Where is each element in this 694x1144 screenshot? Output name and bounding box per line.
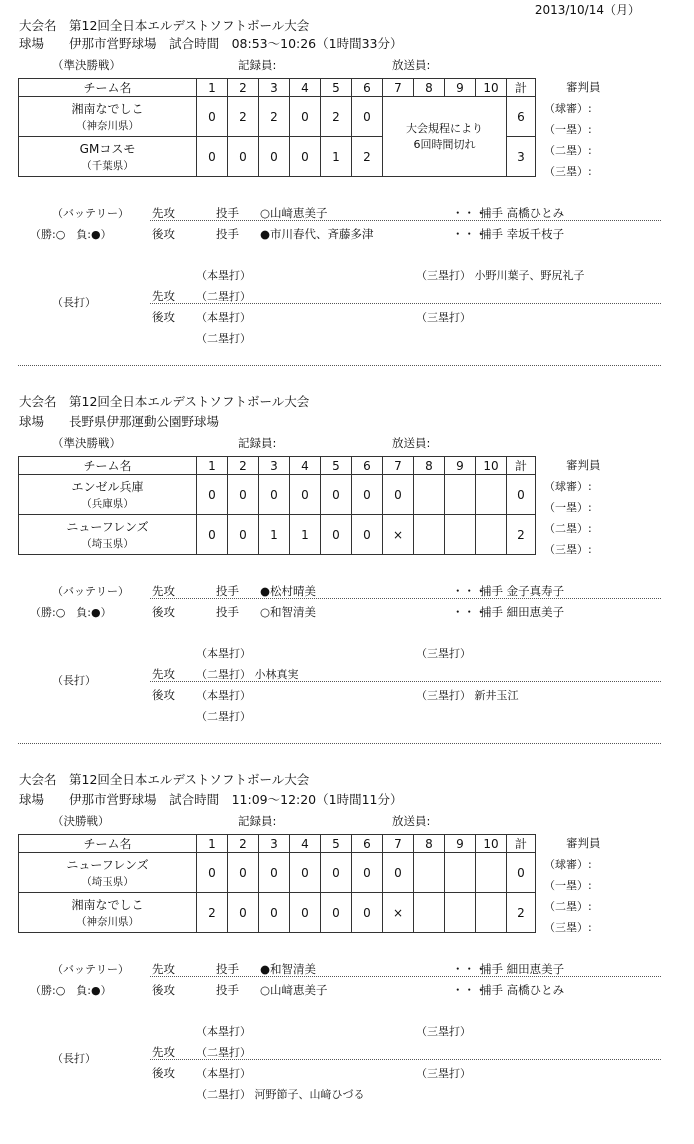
tournament-line <box>19 20 309 33</box>
dotted-underline <box>150 1059 661 1060</box>
inning-score: 2 <box>352 137 383 177</box>
announcer-label: 放送員: <box>392 58 431 72</box>
inning-score: 0 <box>321 515 352 555</box>
first-double-line <box>196 291 251 302</box>
venue-label: 球場 <box>19 414 45 429</box>
pitcher-label: 投手 <box>216 227 239 241</box>
inning-header: 5 <box>321 457 352 475</box>
inning-score: 0 <box>197 137 228 177</box>
team-name: エンゼル兵庫 <box>71 479 144 494</box>
second-triple-line <box>416 1068 471 1079</box>
inning-score: 0 <box>383 853 414 893</box>
inning-score: 2 <box>321 97 352 137</box>
second-pitcher: ●市川春代、斉藤多津 <box>260 227 374 241</box>
inning-score: 0 <box>228 137 259 177</box>
second-attack-label: 後攻 <box>152 310 175 324</box>
inning-score <box>476 515 507 555</box>
first-attack-label: 先攻 <box>152 667 175 681</box>
inning-header: 8 <box>414 457 445 475</box>
team-cell <box>19 853 197 893</box>
tournament-line <box>19 396 309 409</box>
inning-header: 10 <box>476 835 507 853</box>
inning-header: 2 <box>228 457 259 475</box>
inning-score <box>414 853 445 893</box>
inning-header: 5 <box>321 79 352 97</box>
tournament-label: 大会名 <box>19 394 57 409</box>
inning-score: 0 <box>290 97 321 137</box>
long-hits-label: （長打） <box>52 1052 96 1065</box>
umpire-2b-label: （二塁）: <box>544 144 592 157</box>
first-double-line <box>196 1047 251 1058</box>
team-header: チーム名 <box>19 79 197 97</box>
second-hr-line <box>196 312 251 323</box>
dots: ・・・ <box>452 983 487 997</box>
battery-label: （バッテリー） <box>52 963 129 976</box>
inning-header: 3 <box>259 457 290 475</box>
inning-header: 6 <box>352 457 383 475</box>
inning-header: 1 <box>197 79 228 97</box>
team-cell <box>19 97 197 137</box>
first-catcher-line <box>480 208 564 220</box>
second-hr-line <box>196 690 251 701</box>
double-label: （二塁打） <box>196 290 251 303</box>
team-prefecture: （埼玉県） <box>81 537 134 550</box>
total-score: 6 <box>507 97 536 137</box>
double-label: （二塁打） <box>196 1088 251 1101</box>
team-name: GMコスモ <box>79 141 136 156</box>
tournament-name: 第12回全日本エルデストソフトボール大会 <box>69 394 310 409</box>
first-catcher-line <box>480 964 564 976</box>
second-catcher: 幸坂千枝子 <box>506 227 565 241</box>
venue-line <box>19 38 403 51</box>
second-triple-line <box>416 312 471 323</box>
inning-score: 0 <box>290 893 321 933</box>
hr-label: （本塁打） <box>196 311 251 324</box>
catcher-label: 捕手 <box>480 605 503 619</box>
dots: ・・・ <box>452 962 487 976</box>
second-catcher-line <box>480 229 564 241</box>
team-prefecture: （千葉県） <box>81 159 134 172</box>
pitcher-label: 投手 <box>216 962 239 976</box>
battery-label: （バッテリー） <box>52 585 129 598</box>
tournament-label: 大会名 <box>19 772 57 787</box>
hr-label: （本塁打） <box>196 689 251 702</box>
second-catcher-line <box>480 985 564 997</box>
first-double-line <box>196 669 299 680</box>
second-catcher: 細田恵美子 <box>506 605 565 619</box>
inning-score: 0 <box>259 853 290 893</box>
inning-score <box>414 515 445 555</box>
second-catcher-line <box>480 607 564 619</box>
hr-label: （本塁打） <box>196 269 251 282</box>
inning-score: 1 <box>321 137 352 177</box>
total-score: 0 <box>507 853 536 893</box>
inning-score <box>445 515 476 555</box>
tournament-line <box>19 774 309 787</box>
dots: ・・・ <box>452 584 487 598</box>
triple-label: （三塁打） <box>416 689 471 702</box>
total-header: 計 <box>507 457 536 475</box>
inning-score: 0 <box>321 475 352 515</box>
inning-header: 9 <box>445 79 476 97</box>
venue-name: 伊那市営野球場 <box>69 36 157 51</box>
scoreboard <box>18 834 536 933</box>
inning-score <box>476 475 507 515</box>
inning-score: × <box>383 515 414 555</box>
inning-header: 8 <box>414 79 445 97</box>
second-pitcher: ○和智清美 <box>260 605 317 619</box>
inning-header: 9 <box>445 457 476 475</box>
hr-label: （本塁打） <box>196 1067 251 1080</box>
team-cell <box>19 515 197 555</box>
called-note-line: 大会規程により <box>406 121 483 135</box>
first-pitcher: ○山﨑恵美子 <box>260 206 328 220</box>
inning-header: 2 <box>228 79 259 97</box>
umpire-home-label: （球審）: <box>544 480 592 493</box>
pitcher-label: 投手 <box>216 605 239 619</box>
second-double-line <box>196 711 251 722</box>
long-hits-label: （長打） <box>52 674 96 687</box>
game-2 <box>0 378 694 758</box>
catcher-label: 捕手 <box>480 983 503 997</box>
catcher-label: 捕手 <box>480 206 503 220</box>
total-score: 2 <box>507 893 536 933</box>
hr-label: （本塁打） <box>196 1025 251 1038</box>
round-label: （準決勝戦） <box>52 436 121 450</box>
dotted-underline <box>150 976 661 977</box>
recorder-label: 記録員: <box>238 814 277 828</box>
second-attack-label: 後攻 <box>152 605 175 619</box>
first-attack-label: 先攻 <box>152 962 175 976</box>
inning-score <box>445 853 476 893</box>
inning-score: 0 <box>290 475 321 515</box>
section-separator <box>18 743 661 744</box>
inning-header: 10 <box>476 79 507 97</box>
first-pitcher: ●松村晴美 <box>260 584 317 598</box>
venue-label: 球場 <box>19 792 45 807</box>
double-label: （二塁打） <box>196 710 251 723</box>
second-double-line <box>196 333 251 344</box>
umpire-2b-label: （二塁）: <box>544 900 592 913</box>
triple-label: （三塁打） <box>416 311 471 324</box>
second-double: 河野節子、山﨑ひづる <box>254 1088 365 1101</box>
pitcher-label: 投手 <box>216 983 239 997</box>
total-score: 2 <box>507 515 536 555</box>
inning-score: 0 <box>352 97 383 137</box>
inning-score: 0 <box>197 97 228 137</box>
tournament-name: 第12回全日本エルデストソフトボール大会 <box>69 772 310 787</box>
team-name: 湘南なでしこ <box>71 897 144 912</box>
dots: ・・・ <box>452 206 487 220</box>
first-catcher-line <box>480 586 564 598</box>
umpire-3b-label: （三塁）: <box>544 543 592 556</box>
time-label: 試合時間 <box>169 36 220 51</box>
triple-label: （三塁打） <box>416 1025 471 1038</box>
first-attack-label: 先攻 <box>152 1045 175 1059</box>
inning-header: 1 <box>197 457 228 475</box>
time-label: 試合時間 <box>169 792 220 807</box>
inning-score: 0 <box>383 475 414 515</box>
inning-header: 7 <box>383 457 414 475</box>
umpire-1b-label: （一塁）: <box>544 879 592 892</box>
total-header: 計 <box>507 79 536 97</box>
long-hits-label: （長打） <box>52 296 96 309</box>
inning-score: 0 <box>228 853 259 893</box>
inning-score: 0 <box>259 893 290 933</box>
tournament-name: 第12回全日本エルデストソフトボール大会 <box>69 18 310 33</box>
first-catcher: 細田恵美子 <box>506 962 565 976</box>
umpire-1b-label: （一塁）: <box>544 123 592 136</box>
triple-label: （三塁打） <box>416 1067 471 1080</box>
venue-label: 球場 <box>19 36 45 51</box>
inning-score: 0 <box>259 137 290 177</box>
team-name: ニューフレンズ <box>66 519 149 534</box>
hr-label: （本塁打） <box>196 647 251 660</box>
inning-header: 7 <box>383 835 414 853</box>
inning-header: 7 <box>383 79 414 97</box>
catcher-label: 捕手 <box>480 227 503 241</box>
win-lose-legend: （勝:○ 負:●） <box>30 984 112 997</box>
inning-header: 2 <box>228 835 259 853</box>
team-name: 湘南なでしこ <box>71 101 144 116</box>
inning-score: 2 <box>259 97 290 137</box>
first-catcher: 高橋ひとみ <box>506 206 565 220</box>
announcer-label: 放送員: <box>392 814 431 828</box>
team-prefecture: （兵庫県） <box>81 497 134 510</box>
inning-score <box>445 893 476 933</box>
inning-header: 3 <box>259 835 290 853</box>
inning-score: 0 <box>197 853 228 893</box>
double-label: （二塁打） <box>196 332 251 345</box>
inning-score: 0 <box>197 475 228 515</box>
total-score: 0 <box>507 475 536 515</box>
inning-score: 0 <box>321 893 352 933</box>
second-triple: 新井玉江 <box>474 689 519 702</box>
inning-header: 4 <box>290 79 321 97</box>
second-attack-label: 後攻 <box>152 227 175 241</box>
first-attack-label: 先攻 <box>152 289 175 303</box>
inning-score: 0 <box>321 853 352 893</box>
first-attack-label: 先攻 <box>152 206 175 220</box>
battery-label: （バッテリー） <box>52 207 129 220</box>
pitcher-label: 投手 <box>216 206 239 220</box>
inning-header: 6 <box>352 79 383 97</box>
inning-score: 1 <box>259 515 290 555</box>
umpire-home-label: （球審）: <box>544 858 592 871</box>
game-1 <box>0 0 694 380</box>
called-note-line: 6回時間切れ <box>413 137 476 151</box>
first-triple: 小野川葉子、野尻礼子 <box>474 269 585 282</box>
scoreboard <box>18 78 536 177</box>
win-lose-legend: （勝:○ 負:●） <box>30 606 112 619</box>
game-3 <box>0 756 694 1136</box>
umpire-1b-label: （一塁）: <box>544 501 592 514</box>
inning-score: 0 <box>228 893 259 933</box>
inning-score <box>414 475 445 515</box>
first-hr-line <box>196 648 251 659</box>
announcer-label: 放送員: <box>392 436 431 450</box>
inning-score <box>445 475 476 515</box>
umpires-label: 審判員 <box>566 80 601 94</box>
tournament-label: 大会名 <box>19 18 57 33</box>
inning-score: 0 <box>352 475 383 515</box>
section-separator <box>18 365 661 366</box>
inning-score: 0 <box>352 853 383 893</box>
team-name: ニューフレンズ <box>66 857 149 872</box>
team-header: チーム名 <box>19 835 197 853</box>
inning-header: 9 <box>445 835 476 853</box>
triple-label: （三塁打） <box>416 647 471 660</box>
recorder-label: 記録員: <box>238 58 277 72</box>
inning-header: 4 <box>290 835 321 853</box>
second-hr-line <box>196 1068 251 1079</box>
inning-score <box>476 853 507 893</box>
second-attack-label: 後攻 <box>152 688 175 702</box>
umpires-label: 審判員 <box>566 836 601 850</box>
team-cell <box>19 893 197 933</box>
inning-header: 3 <box>259 79 290 97</box>
dots: ・・・ <box>452 605 487 619</box>
inning-score: 0 <box>352 515 383 555</box>
round-label: （準決勝戦） <box>52 58 121 72</box>
second-pitcher: ○山﨑恵美子 <box>260 983 328 997</box>
inning-score: 0 <box>228 515 259 555</box>
total-header: 計 <box>507 835 536 853</box>
inning-header: 4 <box>290 457 321 475</box>
team-cell <box>19 137 197 177</box>
inning-score: 0 <box>290 853 321 893</box>
inning-header: 1 <box>197 835 228 853</box>
umpire-3b-label: （三塁）: <box>544 921 592 934</box>
total-score: 3 <box>507 137 536 177</box>
inning-score: 2 <box>228 97 259 137</box>
inning-score: 0 <box>290 137 321 177</box>
first-catcher: 金子真寿子 <box>506 584 565 598</box>
inning-header: 6 <box>352 835 383 853</box>
win-lose-legend: （勝:○ 負:●） <box>30 228 112 241</box>
umpire-home-label: （球審）: <box>544 102 592 115</box>
umpire-3b-label: （三塁）: <box>544 165 592 178</box>
first-double: 小林真実 <box>254 668 299 681</box>
venue-name: 長野県伊那運動公園野球場 <box>69 414 220 429</box>
venue-line <box>19 794 403 807</box>
team-prefecture: （神奈川県） <box>76 915 139 928</box>
round-label: （決勝戦） <box>52 814 110 828</box>
inning-score <box>414 893 445 933</box>
inning-score: 0 <box>259 475 290 515</box>
second-double-line <box>196 1089 365 1100</box>
dotted-underline <box>150 220 661 221</box>
team-prefecture: （埼玉県） <box>81 875 134 888</box>
second-triple-line <box>416 690 519 701</box>
called-game-note <box>383 97 507 177</box>
inning-score: 0 <box>352 893 383 933</box>
inning-score: 1 <box>290 515 321 555</box>
catcher-label: 捕手 <box>480 962 503 976</box>
first-hr-line <box>196 1026 251 1037</box>
second-catcher: 高橋ひとみ <box>506 983 565 997</box>
inning-score: × <box>383 893 414 933</box>
scoreboard <box>18 456 536 555</box>
pitcher-label: 投手 <box>216 584 239 598</box>
recorder-label: 記録員: <box>238 436 277 450</box>
match-time: 08:53～10:26（1時間33分） <box>231 36 403 51</box>
double-label: （二塁打） <box>196 1046 251 1059</box>
dotted-underline <box>150 598 661 599</box>
venue-name: 伊那市営野球場 <box>69 792 157 807</box>
double-label: （二塁打） <box>196 668 251 681</box>
second-attack-label: 後攻 <box>152 983 175 997</box>
first-hr-line <box>196 270 251 281</box>
inning-score: 0 <box>228 475 259 515</box>
umpire-2b-label: （二塁）: <box>544 522 592 535</box>
inning-header: 8 <box>414 835 445 853</box>
dotted-underline <box>150 303 661 304</box>
inning-score <box>476 893 507 933</box>
team-header: チーム名 <box>19 457 197 475</box>
second-attack-label: 後攻 <box>152 1066 175 1080</box>
catcher-label: 捕手 <box>480 584 503 598</box>
inning-header: 5 <box>321 835 352 853</box>
first-triple-line <box>416 648 471 659</box>
venue-line <box>19 416 219 429</box>
dots: ・・・ <box>452 227 487 241</box>
first-pitcher: ●和智清美 <box>260 962 317 976</box>
team-cell <box>19 475 197 515</box>
triple-label: （三塁打） <box>416 269 471 282</box>
first-triple-line <box>416 1026 471 1037</box>
team-prefecture: （神奈川県） <box>76 119 139 132</box>
dotted-underline <box>150 681 661 682</box>
first-triple-line <box>416 270 585 281</box>
first-attack-label: 先攻 <box>152 584 175 598</box>
inning-header: 10 <box>476 457 507 475</box>
match-time: 11:09～12:20（1時間11分） <box>231 792 403 807</box>
report-date: 2013/10/14（月） <box>534 3 640 17</box>
inning-score: 2 <box>197 893 228 933</box>
umpires-label: 審判員 <box>566 458 601 472</box>
inning-score: 0 <box>197 515 228 555</box>
